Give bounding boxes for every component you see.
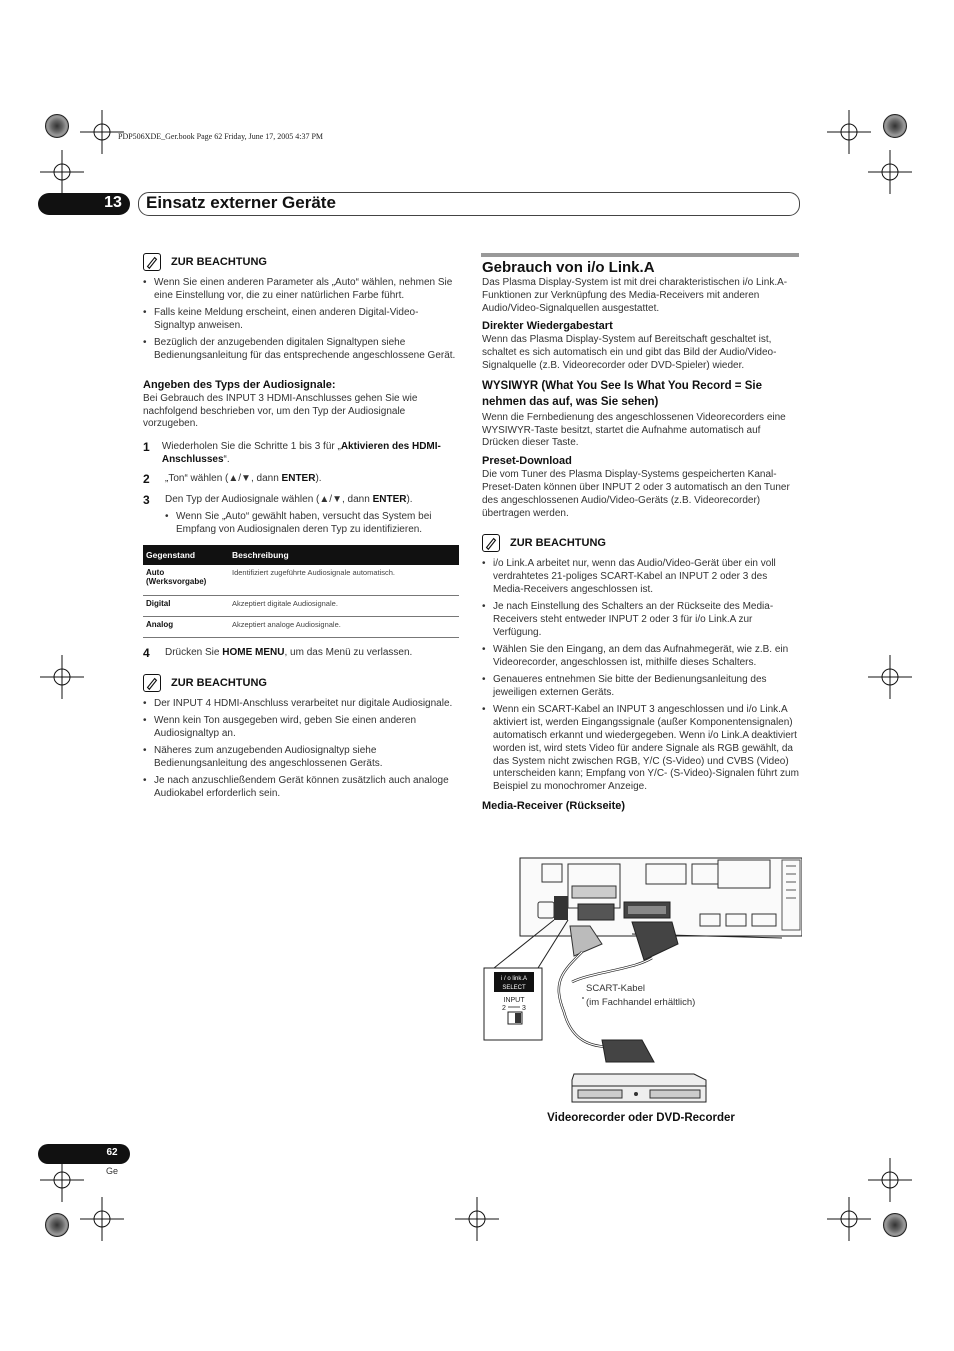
table-row [143, 595, 459, 616]
step-text: , dann [250, 473, 282, 485]
list-item: • Wenn ein SCART-Kabel an INPUT 3 angeschlossen und i/o Link.A aktiviert ist, werden Eingangssignale (außer Komponentensignalen) automatisch erkannt und wiedergegeben. Wenn i/o Link.A deaktiviert worden ist, wird stets Video für andere Signale als RGB gewählt, da das System nicht zwischen RGB, Y/C (S-Video) und CVBS (Video) unterscheiden kann; Empfang von Y/C- (S-Video)-Signalen führt zum Beispiel zu monochromer Anzeige. [482, 704, 800, 794]
note-icon [143, 674, 161, 692]
table-cell-desc: Akzeptiert analoge Audiosignale. [229, 616, 459, 637]
up-arrow-icon: ▲ [228, 473, 239, 485]
note-title: ZUR BEACHTUNG [171, 256, 267, 268]
subheading: Direkter Wiedergabestart [482, 320, 613, 333]
color-target [883, 1213, 907, 1237]
right-column [482, 277, 800, 812]
step-number: 2 [143, 472, 150, 487]
registration-mark [40, 1158, 84, 1202]
note-title: ZUR BEACHTUNG [171, 676, 267, 689]
device-caption: Videorecorder oder DVD-Recorder [547, 1112, 735, 1124]
step-text: Wiederholen Sie die Schritte 1 bis 3 für „ [161, 441, 341, 453]
step-text: / [238, 473, 242, 485]
registration-mark [40, 150, 84, 194]
diagram-heading: Media-Receiver (Rückseite) [482, 799, 626, 812]
step-number: 4 [143, 645, 150, 660]
list-item: • Näheres zum anzugebenden Audiosignaltyp siehe Bedienungsanleitung des angeschlossenen Geräts. [143, 745, 459, 771]
note-list [482, 558, 800, 794]
step-bold: HOME MENU [222, 646, 285, 658]
cable-label: SCART-Kabel [586, 983, 645, 994]
page-number: 62 [106, 1147, 118, 1158]
list-item: • Bezüglich der anzugebenden digitalen Signaltypen siehe Bedienungsanleitung für das entsprechende angeschlossene Gerät. [143, 337, 459, 363]
table-cell-item: Auto (Werksvorgabe) [143, 565, 229, 596]
section-rule [481, 253, 799, 257]
paragraph: Wenn die Fernbedienung des angeschlossenen Videorecorders eine WYSIWYR-Taste besitzt, startet die Aufnahme automatisch auf Drücken dieser Taste. [482, 411, 786, 449]
left-column [143, 253, 459, 805]
switch-label-1: i / o link.A [500, 976, 528, 982]
note-header [143, 674, 459, 692]
table-header: Gegenstand [143, 545, 229, 565]
switch-label-2: SELECT [502, 985, 526, 991]
switch-position-3: 3 [522, 1005, 526, 1012]
registration-mark [868, 150, 912, 194]
list-item: • Wenn kein Ton ausgegeben wird, geben Sie einen anderen Audiosignaltyp an. [143, 715, 459, 741]
table-row [143, 565, 459, 596]
switch-input-label: INPUT [503, 997, 525, 1004]
registration-mark [827, 110, 871, 154]
audio-heading: Angeben des Typs der Audiosignale: [143, 378, 336, 391]
cable-label-note: (im Fachhandel erhältlich) [586, 997, 696, 1008]
subheading: Preset-Download [482, 455, 572, 468]
up-arrow-icon: ▲ [319, 494, 330, 506]
language-code: Ge [106, 1166, 119, 1176]
step-2 [143, 472, 459, 486]
list-item: • Falls keine Meldung erscheint, einen anderen Digital-Video-Signaltyp anweisen. [143, 307, 459, 333]
list-item: • i/o Link.A arbeitet nur, wenn das Audio/Video-Gerät über ein voll verdrahtetes 21-poliges SCART-Kabel an INPUT 2 oder 3 des Media-Receivers angeschlossen ist. [482, 558, 800, 596]
step-number: 1 [143, 440, 150, 455]
table-cell-item: Digital [143, 595, 229, 616]
registration-mark [868, 1158, 912, 1202]
step-4 [143, 646, 459, 660]
chapter-title: Einsatz externer Geräte [146, 193, 336, 212]
registration-mark [827, 1197, 871, 1241]
down-arrow-icon: ▼ [332, 494, 342, 506]
down-arrow-icon: ▼ [241, 473, 251, 485]
switch-position-2: 2 [502, 1005, 506, 1012]
step-text: „Ton“ wählen ( [165, 473, 229, 485]
connection-diagram [482, 852, 802, 1114]
registration-mark [868, 655, 912, 699]
table-cell-item: Analog [143, 616, 229, 637]
list-item: • Wählen Sie den Eingang, an dem das Aufnahmegerät, wie z.B. ein Videorecorder, angeschlossen ist, mithilfe dieses Schalters. [482, 644, 800, 670]
list-item: • Genaueres entnehmen Sie bitte der Bedienungsanleitung des jeweiligen externen Geräts. [482, 674, 800, 700]
step-text: “. [223, 454, 230, 466]
note-icon [143, 253, 161, 271]
step-1 [143, 440, 459, 466]
list-item: • Je nach anzuschließendem Gerät können zusätzlich auch analoge Audiokabel erforderlich sein. [143, 775, 459, 801]
registration-mark [455, 1197, 499, 1241]
list-item: • Wenn Sie „Auto“ gewählt haben, versucht das System bei Empfang von Audiosignalen deren Typ zu identifizieren. [165, 511, 459, 537]
table-row [143, 616, 459, 637]
step-text: Den Typ der Audiosignale wählen ( [165, 494, 320, 506]
chapter-number: 13 [104, 194, 122, 211]
step-text: , um das Menü zu verlassen. [284, 646, 413, 658]
table-header-row [143, 545, 459, 565]
note-icon [482, 534, 500, 552]
step-text: , dann [341, 494, 373, 506]
color-target [883, 114, 907, 138]
step-text: ). [315, 473, 322, 485]
paragraph: Wenn das Plasma Display-System auf Bereitschaft geschaltet ist, schaltet es sich automatisch ein und gibt das Bild der Audio/Video-Signalquelle (z.B. Videorecorder oder DVD-Spieler) wieder. [482, 334, 777, 371]
paragraph: Die vom Tuner des Plasma Display-Systems gespeicherten Kanal-Preset-Daten können über INPUT 2 oder 3 automatisch an den Tuner des angeschlossenen Audio/Video-Geräts (z.B. Videorecorder) übertragen werden. [482, 469, 790, 519]
step-number: 3 [143, 493, 150, 508]
table-cell-desc: Identifiziert zugeführte Audiosignale automatisch. [229, 565, 459, 596]
step-text: ). [406, 494, 413, 506]
step-text: Drücken Sie [165, 646, 223, 658]
note-header [143, 253, 459, 271]
switch-detail-callout [484, 920, 568, 1040]
audio-type-table [143, 545, 459, 638]
note-header [482, 534, 800, 552]
step-bold: Aktivieren des HDMI-Anschlusses [161, 441, 441, 466]
recorder-device [572, 1074, 706, 1102]
audio-intro: Bei Gebrauch des INPUT 3 HDMI-Anschlusses gehen Sie wie nachfolgend beschrieben vor, um den Typ der Audiosignale vorzugeben. [143, 392, 418, 430]
color-target [45, 1213, 69, 1237]
registration-mark [40, 655, 84, 699]
note-title: ZUR BEACHTUNG [510, 537, 606, 550]
step-3 [143, 493, 459, 507]
subheading: WYSIWYR (What You See Is What You Record = Sie nehmen das auf, was Sie sehen) [482, 379, 762, 408]
table-cell-desc: Akzeptiert digitale Audiosignale. [229, 595, 459, 616]
table-header: Beschreibung [229, 545, 459, 565]
print-info: PDP506XDE_Ger.book Page 62 Friday, June 17, 2005 4:37 PM [118, 132, 324, 141]
note-list [143, 698, 459, 801]
list-item: • Der INPUT 4 HDMI-Anschluss verarbeitet nur digitale Audiosignale. [143, 698, 459, 711]
intro-text: Das Plasma Display-System ist mit drei charakteristischen i/o Link.A-Funktionen zur Verknüpfung des Media-Receivers mit anderen Audio/Video-Signalquellen ausgestattet. [482, 277, 788, 314]
step-bold: ENTER [281, 473, 316, 485]
list-item: • Wenn Sie einen anderen Parameter als „Auto“ wählen, nehmen Sie eine Einstellung vor, die zu einer natürlichen Farbe führt. [143, 277, 459, 303]
registration-mark [80, 1197, 124, 1241]
step-text: / [329, 494, 333, 506]
section-title: Gebrauch von i/o Link.A [482, 259, 655, 276]
color-target [45, 114, 69, 138]
step-bold: ENTER [372, 494, 407, 506]
list-item: • Je nach Einstellung des Schalters an der Rückseite des Media-Receivers steht entweder INPUT 2 oder 3 für i/o Link.A zur Verfügung. [482, 601, 800, 639]
note-list [143, 277, 459, 363]
step-3-sublist [165, 511, 459, 537]
